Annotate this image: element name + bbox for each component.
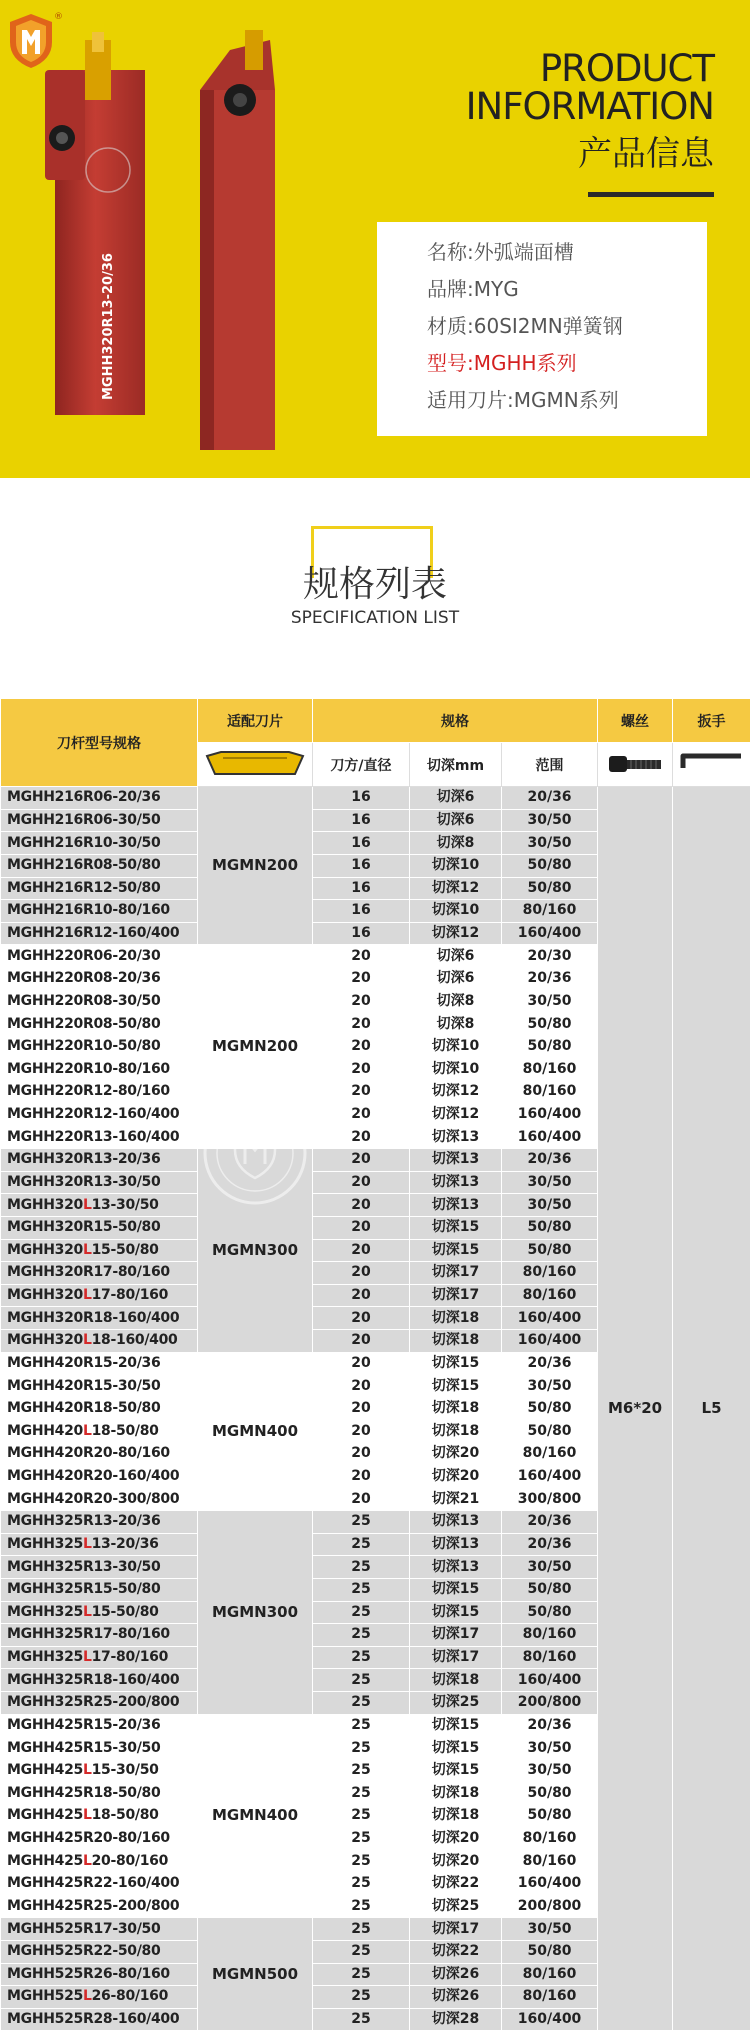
model-cell: MGHH325R13-20/36 [1,1511,198,1534]
depth-cell: 切深20 [410,1443,502,1466]
left-hand-marker: L [82,1603,92,1620]
depth-cell: 切深10 [410,1035,502,1058]
shank-cell: 25 [313,1737,410,1760]
range-cell: 30/50 [502,832,598,855]
range-cell: 80/160 [502,900,598,923]
shank-cell: 20 [313,1330,410,1353]
shank-cell: 25 [313,1782,410,1805]
blade-cell: MGMN500 [198,1918,313,2031]
depth-cell: 切深8 [410,1013,502,1036]
model-cell: MGHH325R17-80/160 [1,1624,198,1647]
depth-cell: 切深15 [410,1737,502,1760]
model-cell: MGHH325R18-160/400 [1,1669,198,1692]
depth-cell: 切深10 [410,854,502,877]
model-cell: MGHH216R10-30/50 [1,832,198,855]
range-cell: 80/160 [502,1646,598,1669]
range-cell: 80/160 [502,1081,598,1104]
depth-cell: 切深13 [410,1533,502,1556]
blade-cell: MGMN400 [198,1714,313,1918]
shank-cell: 20 [313,1013,410,1036]
depth-cell: 切深18 [410,1669,502,1692]
range-cell: 50/80 [502,1782,598,1805]
shank-cell: 16 [313,922,410,945]
shank-cell: 25 [313,1873,410,1896]
model-cell: MGHH325R25-200/800 [1,1692,198,1715]
depth-cell: 切深25 [410,1895,502,1918]
range-cell: 160/400 [502,1669,598,1692]
range-cell: 160/400 [502,2008,598,2031]
range-cell: 30/50 [502,809,598,832]
range-cell: 80/160 [502,1262,598,1285]
depth-cell: 切深17 [410,1624,502,1647]
shank-cell: 16 [313,900,410,923]
model-cell: MGHH220R08-20/36 [1,968,198,991]
left-hand-marker: L [82,1852,92,1869]
model-cell: MGHH420R15-20/36 [1,1352,198,1375]
shank-cell: 25 [313,1827,410,1850]
shank-cell: 20 [313,1126,410,1149]
spec-table-section [0,698,750,2031]
range-cell: 160/400 [502,922,598,945]
range-cell: 20/36 [502,1511,598,1534]
shank-cell: 25 [313,1850,410,1873]
shank-cell: 20 [313,1058,410,1081]
shank-cell: 20 [313,1284,410,1307]
shank-cell: 20 [313,1397,410,1420]
shank-cell: 16 [313,809,410,832]
info-name: 名称:外弧端面槽 [427,240,574,264]
model-cell: MGHH325L13-20/36 [1,1533,198,1556]
range-cell: 30/50 [502,1918,598,1941]
model-cell: MGHH220R12-160/400 [1,1103,198,1126]
range-cell: 160/400 [502,1126,598,1149]
depth-cell: 切深13 [410,1171,502,1194]
range-cell: 160/400 [502,1465,598,1488]
left-hand-marker: L [82,1649,92,1666]
range-cell: 20/36 [502,1714,598,1737]
tool-holder-side-image [190,30,290,460]
depth-cell: 切深17 [410,1284,502,1307]
depth-cell: 切深13 [410,1556,502,1579]
product-info-box [377,222,707,436]
model-cell: MGHH525R17-30/50 [1,1918,198,1941]
shank-cell: 20 [313,968,410,991]
model-cell: MGHH216R12-160/400 [1,922,198,945]
depth-cell: 切深22 [410,1940,502,1963]
model-cell: MGHH320L17-80/160 [1,1284,198,1307]
shank-cell: 16 [313,877,410,900]
range-cell: 20/36 [502,787,598,810]
range-cell: 20/30 [502,945,598,968]
shank-cell: 25 [313,1669,410,1692]
product-hero [0,0,750,478]
shank-cell: 25 [313,1692,410,1715]
model-cell: MGHH320R15-50/80 [1,1216,198,1239]
model-cell: MGHH220R13-160/400 [1,1126,198,1149]
model-cell: MGHH420R20-80/160 [1,1443,198,1466]
header-depth: 切深mm [410,743,502,787]
header-blade: 适配刀片 [198,699,313,743]
model-cell: MGHH525R26-80/160 [1,1963,198,1986]
hex-wrench-icon [679,748,745,778]
table-row [1,787,750,810]
depth-cell: 切深8 [410,990,502,1013]
shank-cell: 20 [313,1443,410,1466]
model-cell: MGHH420R18-50/80 [1,1397,198,1420]
depth-cell: 切深15 [410,1352,502,1375]
model-cell: MGHH425L20-80/160 [1,1850,198,1873]
depth-cell: 切深15 [410,1714,502,1737]
range-cell: 50/80 [502,1420,598,1443]
model-cell: MGHH425R25-200/800 [1,1895,198,1918]
shank-cell: 16 [313,787,410,810]
depth-cell: 切深17 [410,1646,502,1669]
info-brand: 品牌:MYG [427,277,519,301]
spec-section-heading [0,478,750,698]
model-cell: MGHH420R20-300/800 [1,1488,198,1511]
range-cell: 50/80 [502,1940,598,1963]
shank-cell: 25 [313,1963,410,1986]
depth-cell: 切深10 [410,1058,502,1081]
screw-icon [603,748,667,778]
depth-cell: 切深21 [410,1488,502,1511]
range-cell: 50/80 [502,1397,598,1420]
depth-cell: 切深25 [410,1692,502,1715]
shank-cell: 25 [313,1624,410,1647]
range-cell: 160/400 [502,1307,598,1330]
registered-mark: ® [54,12,63,22]
tool-holder-front-image [40,30,170,430]
range-cell: 50/80 [502,1578,598,1601]
model-cell: MGHH425L18-50/80 [1,1805,198,1828]
depth-cell: 切深6 [410,787,502,810]
range-cell: 80/160 [502,1058,598,1081]
shank-cell: 25 [313,1533,410,1556]
range-cell: 160/400 [502,1330,598,1353]
range-cell: 50/80 [502,1805,598,1828]
shank-cell: 25 [313,1940,410,1963]
wrench-value-cell: L5 [673,787,750,2031]
model-cell: MGHH525L26-80/160 [1,1986,198,2009]
model-cell: MGHH525R28-160/400 [1,2008,198,2031]
depth-cell: 切深13 [410,1511,502,1534]
depth-cell: 切深13 [410,1149,502,1172]
model-cell: MGHH425R22-160/400 [1,1873,198,1896]
blade-cell: MGMN200 [198,945,313,1149]
model-cell: MGHH525R22-50/80 [1,1940,198,1963]
depth-cell: 切深18 [410,1782,502,1805]
range-cell: 30/50 [502,990,598,1013]
range-cell: 50/80 [502,877,598,900]
range-cell: 160/400 [502,1873,598,1896]
depth-cell: 切深6 [410,968,502,991]
shank-cell: 25 [313,1759,410,1782]
shank-cell: 25 [313,2008,410,2031]
shank-cell: 25 [313,1556,410,1579]
shank-cell: 25 [313,1805,410,1828]
product-information-heading [465,47,714,197]
screw-image-cell [598,743,673,787]
depth-cell: 切深20 [410,1465,502,1488]
model-cell: MGHH325R15-50/80 [1,1578,198,1601]
range-cell: 80/160 [502,1827,598,1850]
left-hand-marker: L [82,1807,92,1824]
header-shank: 刀方/直径 [313,743,410,787]
depth-cell: 切深15 [410,1375,502,1398]
range-cell: 30/50 [502,1194,598,1217]
shank-cell: 20 [313,1488,410,1511]
depth-cell: 切深8 [410,832,502,855]
model-cell: MGHH216R12-50/80 [1,877,198,900]
info-insert: 适用刀片:MGMN系列 [427,388,619,412]
model-cell: MGHH216R06-30/50 [1,809,198,832]
depth-cell: 切深18 [410,1330,502,1353]
range-cell: 30/50 [502,1171,598,1194]
depth-cell: 切深18 [410,1420,502,1443]
range-cell: 20/36 [502,1149,598,1172]
depth-cell: 切深20 [410,1827,502,1850]
shank-cell: 20 [313,1307,410,1330]
depth-cell: 切深28 [410,2008,502,2031]
depth-cell: 切深26 [410,1963,502,1986]
blade-cell: MGMN300 [198,1511,313,1715]
depth-cell: 切深13 [410,1126,502,1149]
depth-cell: 切深18 [410,1307,502,1330]
shank-cell: 20 [313,1352,410,1375]
shank-cell: 25 [313,1601,410,1624]
shank-cell: 20 [313,1420,410,1443]
depth-cell: 切深13 [410,1194,502,1217]
header-spec: 规格 [313,699,598,743]
shank-cell: 20 [313,1103,410,1126]
header-model: 刀杆型号规格 [1,699,198,787]
depth-cell: 切深15 [410,1216,502,1239]
shank-cell: 20 [313,1149,410,1172]
model-cell: MGHH220R10-50/80 [1,1035,198,1058]
insert-image-cell [198,743,313,787]
model-cell: MGHH320L18-160/400 [1,1330,198,1353]
model-cell: MGHH425R20-80/160 [1,1827,198,1850]
range-cell: 30/50 [502,1556,598,1579]
shank-cell: 20 [313,1239,410,1262]
range-cell: 80/160 [502,1443,598,1466]
heading-en-line2: INFORMATION [465,85,714,128]
insert-blade-icon [203,748,307,778]
shank-cell: 25 [313,1714,410,1737]
range-cell: 20/36 [502,968,598,991]
model-cell: MGHH420L18-50/80 [1,1420,198,1443]
model-cell: MGHH325L15-50/80 [1,1601,198,1624]
depth-cell: 切深17 [410,1918,502,1941]
shank-cell: 20 [313,1465,410,1488]
range-cell: 50/80 [502,1035,598,1058]
range-cell: 50/80 [502,1239,598,1262]
blade-cell: MGMN200 [198,787,313,945]
left-hand-marker: L [82,1762,92,1779]
depth-cell: 切深15 [410,1578,502,1601]
model-cell: MGHH320R13-20/36 [1,1149,198,1172]
model-cell: MGHH320R18-160/400 [1,1307,198,1330]
model-cell: MGHH220R08-50/80 [1,1013,198,1036]
depth-cell: 切深20 [410,1850,502,1873]
model-cell: MGHH220R08-30/50 [1,990,198,1013]
model-cell: MGHH325L17-80/160 [1,1646,198,1669]
shank-cell: 20 [313,990,410,1013]
model-cell: MGHH220R12-80/160 [1,1081,198,1104]
range-cell: 30/50 [502,1759,598,1782]
depth-cell: 切深26 [410,1986,502,2009]
left-hand-marker: L [82,1241,92,1258]
model-cell: MGHH325R13-30/50 [1,1556,198,1579]
model-cell: MGHH320R17-80/160 [1,1262,198,1285]
shank-cell: 20 [313,1035,410,1058]
range-cell: 50/80 [502,854,598,877]
shank-cell: 25 [313,1986,410,2009]
range-cell: 80/160 [502,1986,598,2009]
range-cell: 50/80 [502,1013,598,1036]
shank-cell: 25 [313,1578,410,1601]
shank-cell: 20 [313,1375,410,1398]
left-hand-marker: L [82,1332,92,1349]
depth-cell: 切深12 [410,1081,502,1104]
shank-cell: 25 [313,1895,410,1918]
info-material: 材质:60SI2MN弹簧钢 [427,314,623,338]
model-cell: MGHH320R13-30/50 [1,1171,198,1194]
depth-cell: 切深12 [410,877,502,900]
left-hand-marker: L [82,1196,92,1213]
blade-cell: MGMN300 [198,1149,313,1353]
range-cell: 50/80 [502,1216,598,1239]
shank-cell: 20 [313,1262,410,1285]
model-cell: MGHH220R06-20/30 [1,945,198,968]
range-cell: 20/36 [502,1352,598,1375]
range-cell: 80/160 [502,1284,598,1307]
header-wrench: 扳手 [673,699,750,743]
model-cell: MGHH420R15-30/50 [1,1375,198,1398]
depth-cell: 切深15 [410,1759,502,1782]
model-cell: MGHH220R10-80/160 [1,1058,198,1081]
shank-cell: 20 [313,1194,410,1217]
heading-en-line1: PRODUCT [539,47,714,90]
model-cell: MGHH425R18-50/80 [1,1782,198,1805]
shank-cell: 16 [313,832,410,855]
depth-cell: 切深18 [410,1397,502,1420]
range-cell: 80/160 [502,1963,598,1986]
model-cell: MGHH420R20-160/400 [1,1465,198,1488]
header-range: 范围 [502,743,598,787]
model-cell: MGHH216R08-50/80 [1,854,198,877]
depth-cell: 切深22 [410,1873,502,1896]
range-cell: 30/50 [502,1375,598,1398]
depth-cell: 切深12 [410,1103,502,1126]
depth-cell: 切深15 [410,1239,502,1262]
shank-cell: 20 [313,1171,410,1194]
shank-cell: 25 [313,1918,410,1941]
depth-cell: 切深18 [410,1805,502,1828]
left-hand-marker: L [82,1287,92,1304]
blade-cell: MGMN400 [198,1352,313,1510]
range-cell: 20/36 [502,1533,598,1556]
range-cell: 200/800 [502,1692,598,1715]
depth-cell: 切深17 [410,1262,502,1285]
heading-cn: 产品信息 [578,134,714,174]
info-model: 型号:MGHH系列 [427,351,577,375]
shank-cell: 25 [313,1511,410,1534]
range-cell: 80/160 [502,1850,598,1873]
shank-cell: 20 [313,945,410,968]
model-cell: MGHH320L15-50/80 [1,1239,198,1262]
left-hand-marker: L [82,1535,92,1552]
model-cell: MGHH216R10-80/160 [1,900,198,923]
left-hand-marker: L [82,1988,92,2005]
range-cell: 50/80 [502,1601,598,1624]
depth-cell: 切深15 [410,1601,502,1624]
spec-table [0,698,750,2031]
model-cell: MGHH425L15-30/50 [1,1759,198,1782]
depth-cell: 切深6 [410,945,502,968]
spec-title-cn: 规格列表 [302,564,447,605]
model-cell: MGHH425R15-20/36 [1,1714,198,1737]
screw-value-cell: M6*20 [598,787,673,2031]
shank-cell: 20 [313,1216,410,1239]
range-cell: 80/160 [502,1624,598,1647]
depth-cell: 切深6 [410,809,502,832]
header-screw: 螺丝 [598,699,673,743]
range-cell: 200/800 [502,1895,598,1918]
tool-engraving-text: MGHH320R13-20/36 [101,253,116,400]
left-hand-marker: L [82,1422,92,1439]
spec-table-body [1,787,750,2031]
heading-underline [588,192,714,197]
shank-cell: 16 [313,854,410,877]
shank-cell: 25 [313,1646,410,1669]
depth-cell: 切深10 [410,900,502,923]
spec-title-en: SPECIFICATION LIST [290,608,460,628]
range-cell: 30/50 [502,1737,598,1760]
shank-cell: 20 [313,1081,410,1104]
model-cell: MGHH320L13-30/50 [1,1194,198,1217]
depth-cell: 切深12 [410,922,502,945]
range-cell: 300/800 [502,1488,598,1511]
wrench-image-cell [673,743,750,787]
model-cell: MGHH425R15-30/50 [1,1737,198,1760]
model-cell: MGHH216R06-20/36 [1,787,198,810]
range-cell: 160/400 [502,1103,598,1126]
